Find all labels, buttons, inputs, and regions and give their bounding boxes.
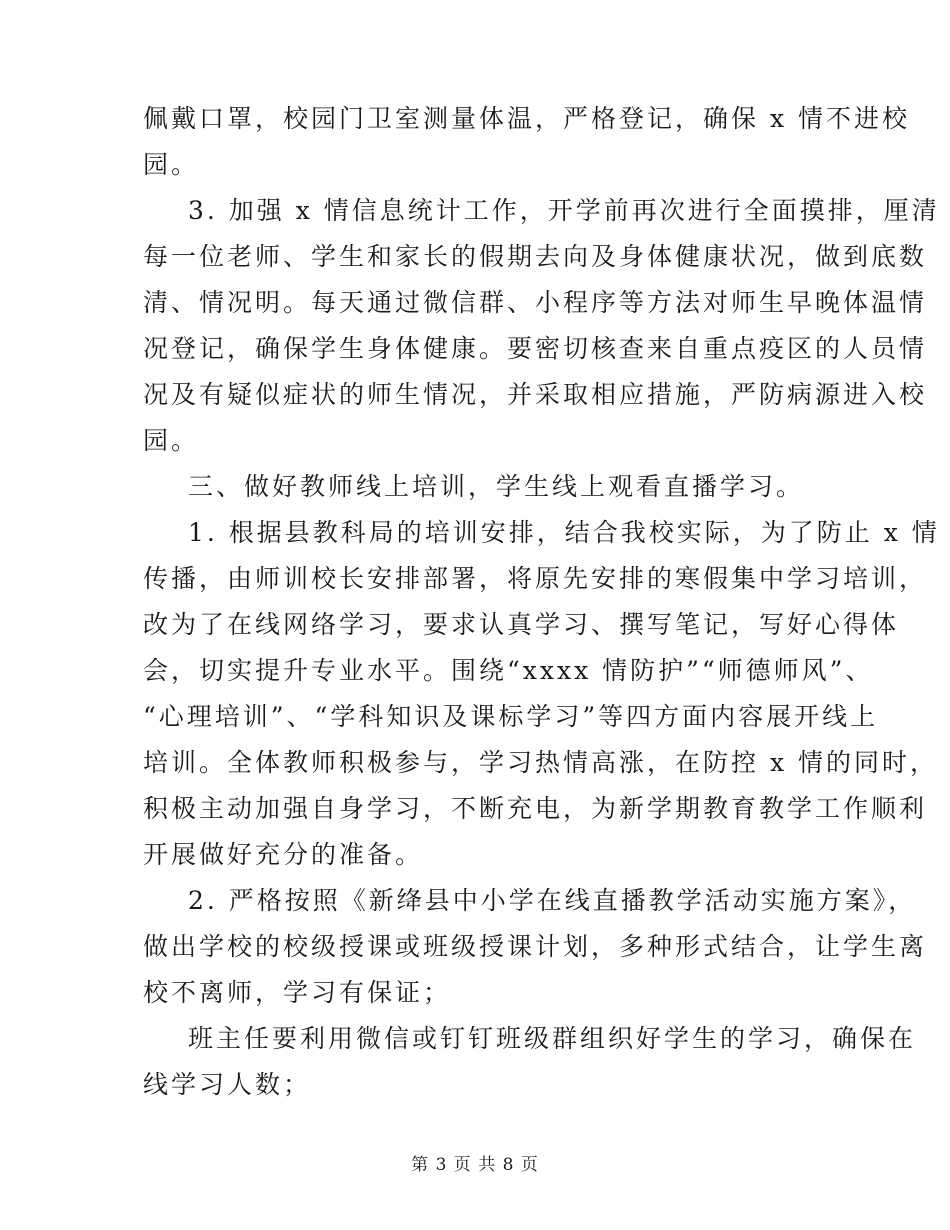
text-line: 传播，由师训校长安排部署，将原先安排的寒假集中学习培训，	[143, 564, 928, 593]
text-line: 况登记，确保学生身体健康。要密切核查来自重点疫区的人员情	[143, 334, 928, 363]
text-line: 改为了在线网络学习，要求认真学习、撰写笔记，写好心得体	[143, 610, 900, 639]
text-line: 1. 根据县教科局的培训安排，结合我校实际，为了防止 x 情	[188, 518, 940, 547]
text-line: 园。	[143, 426, 200, 455]
text-line: 班主任要利用微信或钉钉班级群组织好学生的学习，确保在	[188, 1024, 917, 1053]
text-line: 培训。全体教师积极参与，学习热情高涨，在防控 x 情的同时，	[143, 748, 938, 777]
text-line: 清、情况明。每天通过微信群、小程序等方法对师生早晚体温情	[143, 288, 928, 317]
page-footer: 第 3 页 共 8 页	[411, 1155, 539, 1175]
text-line: 开展做好充分的准备。	[143, 840, 424, 869]
text-line: 做出学校的校级授课或班级授课计划，多种形式结合，让学生离	[143, 932, 928, 961]
text-line: 校不离师，学习有保证；	[143, 978, 452, 1007]
text-line: 2. 严格按照《新绛县中小学在线直播教学活动实施方案》，	[188, 886, 917, 915]
text-line: 佩戴口罩，校园门卫室测量体温，严格登记，确保 x 情不进校	[143, 104, 910, 133]
text-line: 况及有疑似症状的师生情况，并采取相应措施，严防病源进入校	[143, 380, 928, 409]
text-line: 3. 加强 x 情信息统计工作，开学前再次进行全面摸排，厘清	[188, 196, 940, 225]
text-line: 园。	[143, 150, 200, 179]
section-heading: 三、做好教师线上培训，学生线上观看直播学习。	[188, 472, 805, 501]
text-line: 积极主动加强自身学习，不断充电，为新学期教育教学工作顺利	[143, 794, 928, 823]
text-line: 线学习人数；	[143, 1070, 312, 1099]
text-line: “心理培训”、“学科知识及课标学习”等四方面内容展开线上	[143, 702, 879, 731]
text-line: 每一位老师、学生和家长的假期去向及身体健康状况，做到底数	[143, 242, 928, 271]
text-line: 会，切实提升专业水平。围绕“xxxx 情防护”“师德师风”、	[143, 656, 874, 685]
